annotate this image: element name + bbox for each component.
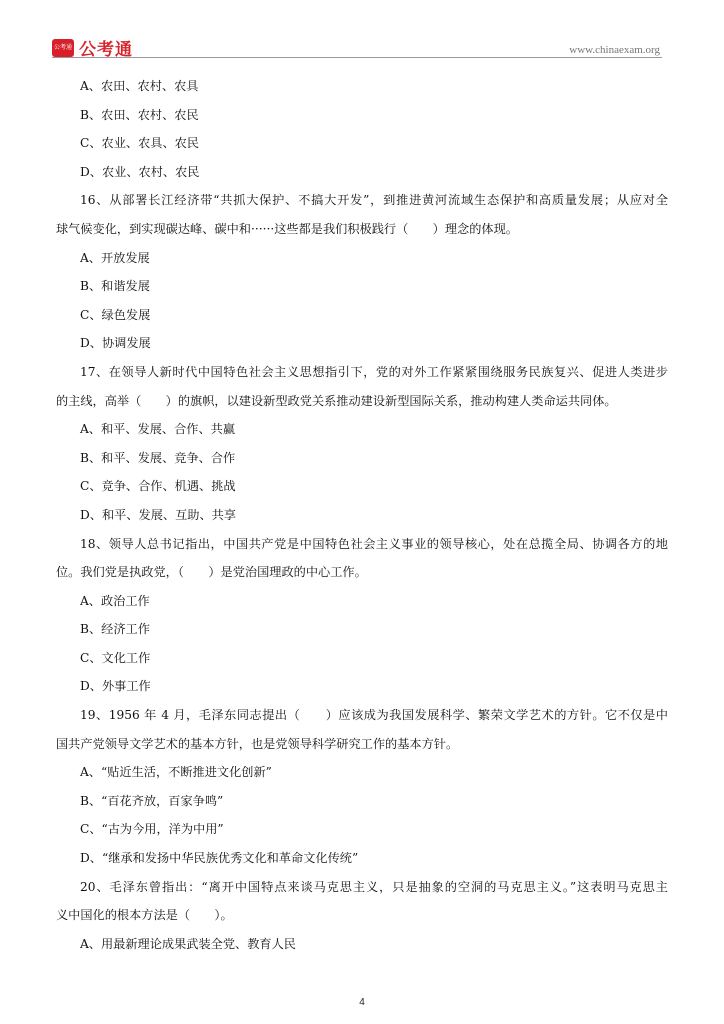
answer-option: D、和平、发展、互助、共享: [80, 507, 237, 522]
answer-option: D、“继承和发扬中华民族优秀文化和革命文化传统”: [80, 851, 359, 866]
answer-option: A、和平、发展、合作、共赢: [80, 422, 236, 437]
answer-option: C、竞争、合作、机遇、挑战: [80, 479, 236, 494]
question-text-line: 17、在领导人新时代中国特色社会主义思想指引下，党的对外工作紧紧围绕服务民族复兴、促进人类进步: [80, 364, 668, 379]
answer-option: D、外事工作: [80, 679, 151, 694]
question-text-line: 19、1956 年 4 月，毛泽东同志提出（ ）应该成为我国发展科学、繁荣文学艺术的方针。它不仅是中: [80, 708, 668, 723]
answer-option: D、协调发展: [80, 336, 151, 351]
logo-badge-icon: 公考通: [52, 39, 74, 57]
answer-option: A、“贴近生活，不断推进文化创新”: [80, 765, 272, 780]
page-number: 4: [359, 997, 365, 1008]
question-text-line: 18、领导人总书记指出，中国共产党是中国特色社会主义事业的领导核心，处在总揽全局、协调各方的地: [80, 536, 668, 551]
question-text-line: 国共产党领导文学艺术的基本方针，也是党领导科学研究工作的基本方针。: [56, 736, 459, 751]
question-text-line: 的主线，高举（ ）的旗帜，以建设新型政党关系推动建设新型国际关系，推动构建人类命运共同体。: [56, 393, 617, 408]
site-url[interactable]: www.chinaexam.org: [569, 44, 660, 56]
answer-option: B、和平、发展、竞争、合作: [80, 450, 236, 465]
answer-option: A、用最新理论成果武装全党、教育人民: [80, 936, 296, 951]
answer-option: C、“古为今用，洋为中用”: [80, 822, 224, 837]
answer-option: B、经济工作: [80, 622, 150, 637]
header-divider: [52, 57, 662, 58]
answer-option: C、农业、农具、农民: [80, 136, 200, 151]
answer-option: B、“百花齐放，百家争鸣”: [80, 793, 224, 808]
answer-option: A、农田、农村、农具: [80, 79, 199, 93]
answer-option: A、开放发展: [80, 250, 150, 265]
question-text-line: 20、毛泽东曾指出：“离开中国特点来谈马克思主义，只是抽象的空洞的马克思主义。”这表明马克思主: [80, 879, 668, 894]
answer-option: C、绿色发展: [80, 307, 151, 322]
question-text-line: 16、从部署长江经济带“共抓大保护、不搞大开发”，到推进黄河流域生态保护和高质量发展；从应对全: [80, 193, 668, 208]
answer-option: B、和谐发展: [80, 279, 150, 294]
question-text-line: 球气候变化，到实现碳达峰、碳中和······这些都是我们积极践行（ ）理念的体现。: [56, 221, 518, 236]
answer-option: C、文化工作: [80, 650, 151, 665]
logo-text: 公考通: [79, 40, 133, 60]
document-body: [56, 72, 668, 958]
page-header: [0, 0, 724, 60]
answer-option: D、农业、农村、农民: [80, 164, 200, 179]
question-text-line: 位。我们党是执政党，（ ）是党治国理政的中心工作。: [56, 565, 367, 580]
question-text-line: 义中国化的根本方法是（ ）。: [56, 908, 233, 923]
answer-option: A、政治工作: [80, 593, 150, 608]
answer-option: B、农田、农村、农民: [80, 107, 199, 122]
